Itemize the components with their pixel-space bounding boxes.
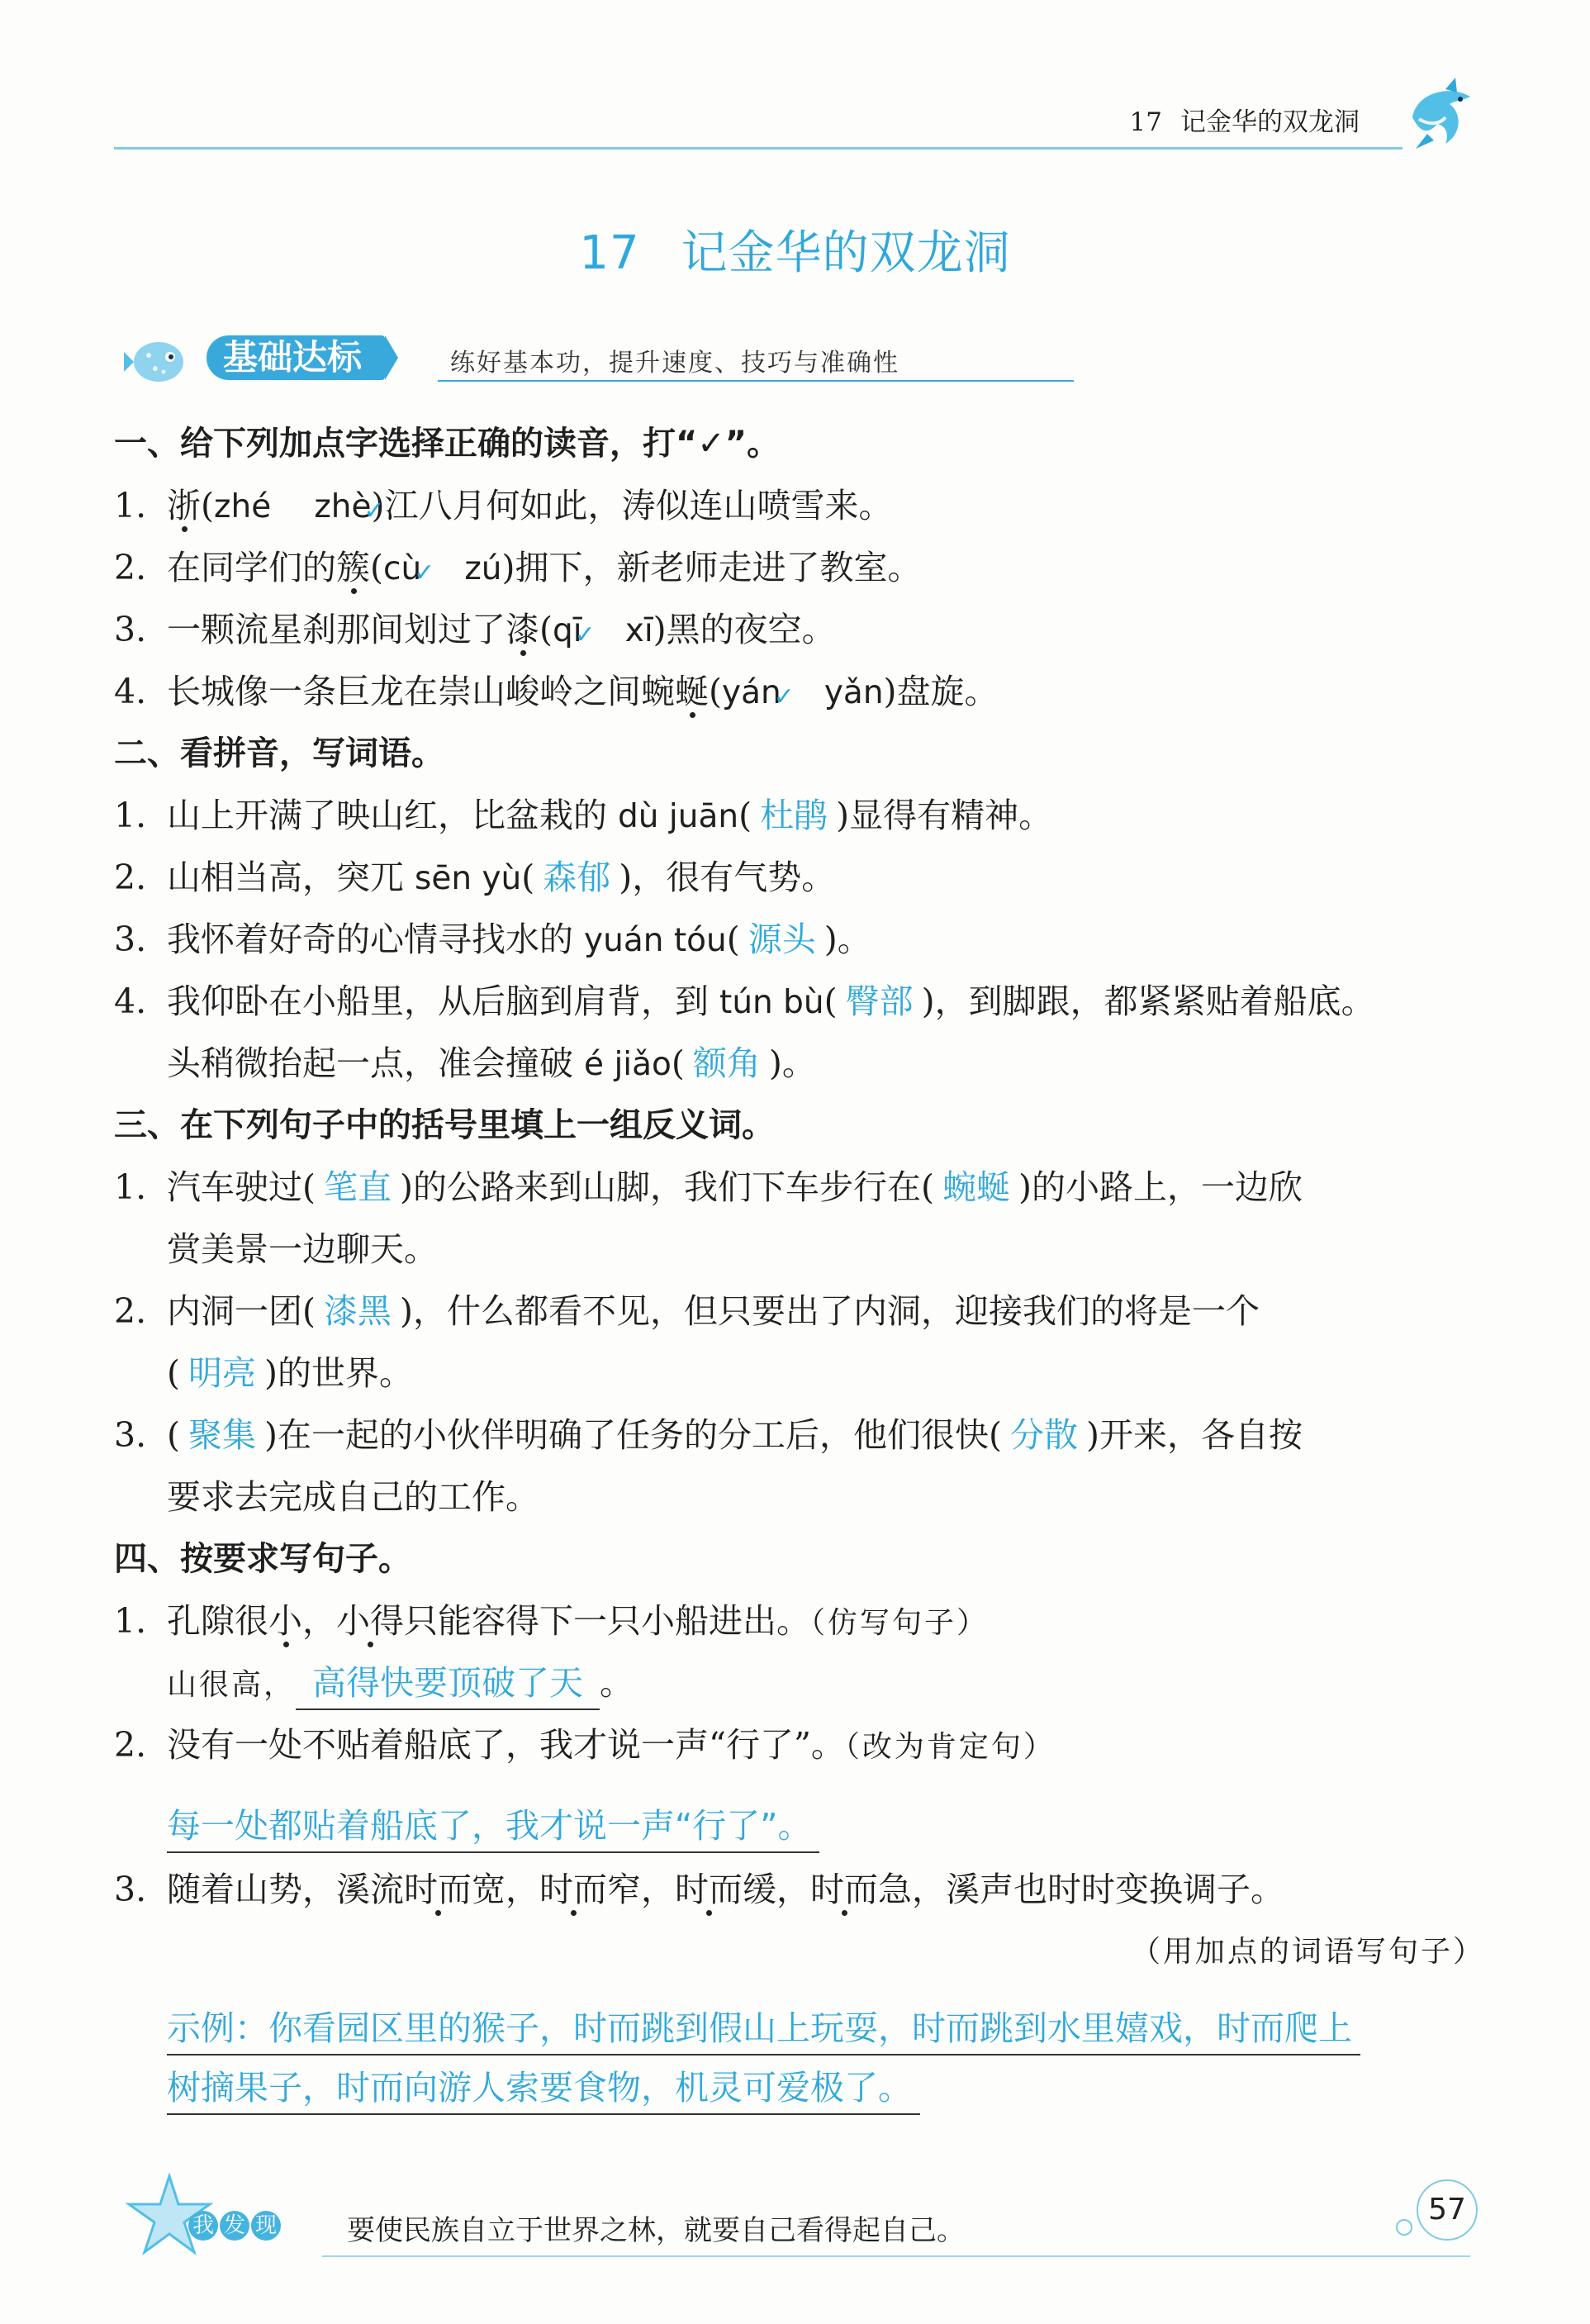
section-3-heading: 三、在下列句子中的括号里填上一组反义词。 — [114, 1106, 775, 1144]
s2-item-4: 4. 我仰卧在小船里，从后脑到肩背，到 tún bù( 臀部 )，到脚跟，都紧紧贴着船底。 — [114, 971, 1485, 1033]
lesson-title: 17 记金华的双龙洞 — [579, 226, 1011, 280]
s1-item-3: 3. 一颗流星刹那间划过了漆(qī ✓ xī)黑的夜空。 — [114, 599, 1485, 661]
s3-item-3: 3. ( 聚集 )在一起的小伙伴明确了任务的分工后，他们很快( 分散 )开来，各自按 — [114, 1404, 1485, 1466]
banner-underline — [438, 380, 1074, 382]
section-4-heading: 四、按要求写句子。 — [114, 1540, 411, 1578]
answer: 示例：你看园区里的猴子，时而跳到假山上玩耍，时而跳到水里嬉戏，时而爬上 — [167, 2003, 1360, 2055]
s2-item-1: 1. 山上开满了映山红，比盆栽的 dù juān( 杜鹃 )显得有精神。 — [114, 785, 1485, 847]
answer: 蜿蜒 — [942, 1167, 1010, 1207]
footer-line — [322, 2255, 1470, 2257]
s2-item-2: 2. 山相当高，突兀 sēn yù( 森郁 )，很有气势。 — [114, 847, 1485, 909]
dolphin-icon — [1404, 76, 1478, 152]
section-1-heading: 一、给下列加点字选择正确的读音，打“✓”。 — [114, 425, 781, 463]
bubble-decoration — [1396, 2219, 1412, 2236]
s1-item-4: 4. 长城像一条巨龙在崇山峻岭之间蜿蜒(yán ✓ yǎn)盘旋。 — [114, 661, 1485, 723]
checked-reading: zhè ✓ — [314, 488, 371, 525]
checked-reading: cù ✓ — [383, 550, 421, 587]
s1-item-2: 2. 在同学们的簇(cù ✓ zú)拥下，新老师走进了教室。 — [114, 537, 1485, 599]
s3-item-1: 1. 汽车驶过( 笔直 )的公路来到山脚，我们下车步行在( 蜿蜒 )的小路上，一边欣 — [114, 1157, 1485, 1219]
answer: 分散 — [1010, 1415, 1078, 1455]
dotted-char: 时而 — [404, 1870, 472, 1909]
section-2-heading: 二、看拼音，写词语。 — [114, 734, 444, 772]
discovery-badge: 我 发 现 — [188, 2211, 282, 2241]
page-number: 57 — [1417, 2179, 1478, 2241]
answer: 每一处都贴着船底了，我才说一声“行了”。 — [167, 1800, 819, 1853]
pufferfish-icon — [124, 330, 190, 388]
banner-tag: 基础达标 — [206, 335, 385, 380]
s4-item-1: 1. 孔隙很小，小得只能容得下一只小船进出。（仿写句子） — [114, 1601, 990, 1641]
answer: 聚集 — [188, 1415, 256, 1455]
answer: 漆黑 — [324, 1291, 392, 1331]
answer: 臀部 — [845, 981, 914, 1021]
dotted-char: 时而 — [539, 1870, 607, 1909]
answer: 笔直 — [324, 1167, 392, 1207]
answer: 树摘果子，时而向游人索要食物，机灵可爱极了。 — [167, 2062, 920, 2115]
footer-quote: 要使民族自立于世界之林，就要自己看得起自己。 — [347, 2214, 965, 2247]
s4-item-3-answer-line-2 — [114, 2057, 1485, 2119]
dotted-char: 漆 — [505, 610, 539, 649]
answer: 高得快要顶破了天 — [312, 1663, 584, 1703]
page-footer — [0, 2173, 1590, 2264]
s4-item-1-answer-line: 山很高， 高得快要顶破了天 。 — [114, 1652, 1485, 1714]
dotted-char: 小得 — [336, 1601, 404, 1641]
checked-reading: qī ✓ — [553, 612, 582, 649]
s2-item-3: 3. 我怀着好奇的心情寻找水的 yuán tóu( 源头 )。 — [114, 909, 1485, 971]
dotted-char: 簇 — [336, 548, 370, 587]
s2-item-4-cont: 头稍微抬起一点，准会撞破 é jiǎo( 额角 )。 — [114, 1033, 1485, 1095]
s3-item-2-cont: ( 明亮 )的世界。 — [114, 1343, 1485, 1404]
answer: 源头 — [748, 920, 816, 959]
dotted-char: 蜒 — [675, 672, 709, 711]
s4-item-3-requirement: （用加点的词语写句子） — [1130, 1935, 1485, 1969]
running-header — [114, 97, 1403, 150]
answer: 额角 — [692, 1043, 761, 1083]
dotted-char: 浙 — [167, 486, 201, 525]
dotted-char: 小 — [268, 1601, 302, 1641]
running-header-text: 17 记金华的双龙洞 — [1129, 107, 1360, 137]
dotted-char: 时而 — [675, 1870, 743, 1909]
s1-item-1: 1. 浙(zhé zhè ✓)江八月何如此，涛似连山喷雪来。 — [114, 475, 1485, 537]
answer: 杜鹃 — [760, 796, 828, 835]
banner-subtitle: 练好基本功，提升速度、技巧与准确性 — [450, 349, 899, 378]
answer: 森郁 — [543, 858, 611, 897]
s3-item-3-cont: 要求去完成自己的工作。 — [167, 1477, 539, 1517]
answer: 明亮 — [188, 1353, 256, 1393]
s4-item-2-answer-line — [114, 1776, 1485, 1859]
checked-reading: yán ✓ — [722, 674, 781, 711]
s3-item-2: 2. 内洞一团( 漆黑 )，什么都看不见，但只要出了内洞，迎接我们的将是一个 — [114, 1281, 1485, 1343]
s4-item-3: 3. 随着山势，溪流时而宽，时而窄，时而缓，时而急，溪声也时时变换调子。 — [114, 1870, 1284, 1909]
s4-item-3-answer-line-1 — [114, 1983, 1485, 2057]
dotted-char: 时而 — [810, 1870, 878, 1909]
s3-item-1-cont: 赏美景一边聊天。 — [167, 1229, 438, 1269]
exercise-content — [114, 413, 1485, 2119]
s4-item-2: 2. 没有一处不贴着船底了，我才说一声“行了”。（改为肯定句） — [114, 1725, 1056, 1765]
